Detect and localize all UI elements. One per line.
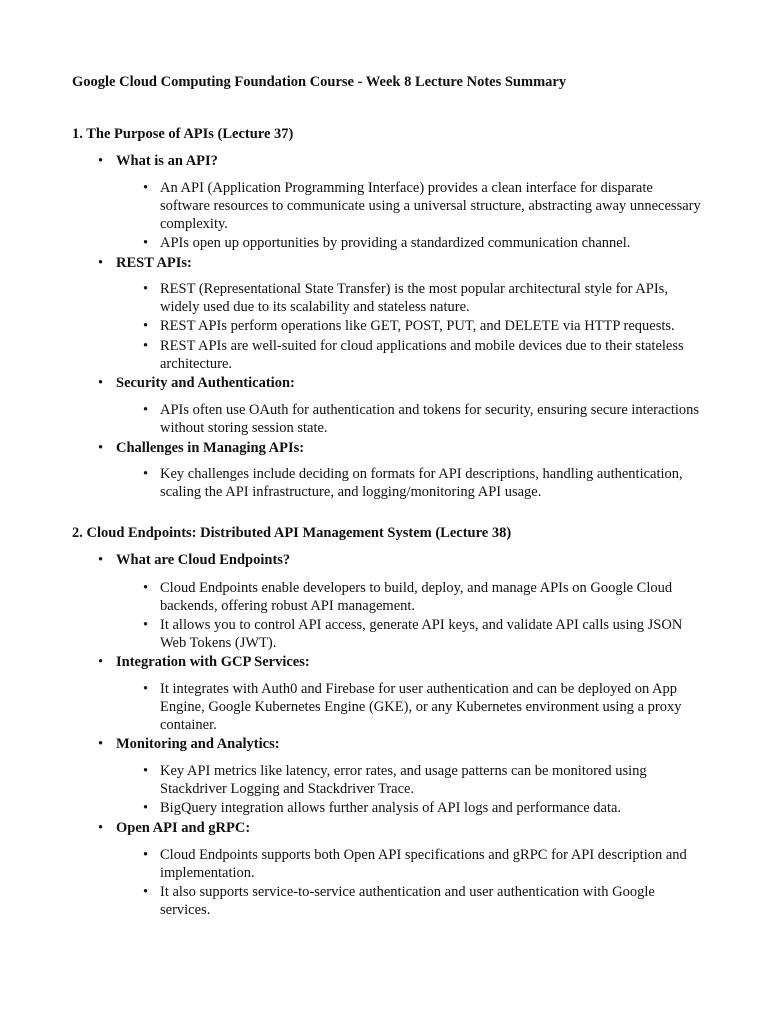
bullet-point [143, 846, 703, 882]
bullet-point [143, 799, 703, 817]
bullet-icon: • [143, 580, 149, 596]
bullet-icon: • [98, 153, 104, 169]
bullet-point-text: It allows you to control API access, generate API keys, and validate API calls using JSON Web Tokens (JWT). [160, 617, 683, 651]
topic-label: What are Cloud Endpoints? [116, 552, 291, 568]
bullet-icon: • [143, 681, 149, 697]
bullet-icon: • [143, 847, 149, 863]
bullet-icon: • [98, 255, 104, 271]
bullet-icon: • [143, 884, 149, 900]
topic-label: Open API and gRPC: [116, 820, 251, 836]
bullet-point [143, 579, 703, 615]
bullet-point-text: Cloud Endpoints enable developers to build, deploy, and manage APIs on Google Cloud backends, offering robust API management. [160, 580, 673, 614]
bullet-icon: • [143, 800, 149, 816]
bullet-icon: • [98, 375, 104, 391]
bullet-point [143, 616, 703, 652]
bullet-icon: • [98, 654, 104, 670]
bullet-point-text: Key API metrics like latency, error rates, and usage patterns can be monitored using Stackdriver Logging and Stackdriver Trace. [160, 763, 647, 797]
bullet-icon: • [143, 617, 149, 633]
topic-label: Monitoring and Analytics: [116, 736, 280, 752]
section-heading: 2. Cloud Endpoints: Distributed API Management System (Lecture 38) [72, 525, 512, 541]
bullet-point [143, 883, 703, 919]
bullet-icon: • [98, 820, 104, 836]
bullet-icon: • [143, 235, 149, 251]
bullet-icon: • [143, 318, 149, 334]
bullet-point-text: Key challenges include deciding on formats for API descriptions, handling authentication, scaling the API infrastructure, and logging/monitoring API usage. [160, 466, 683, 500]
bullet-point [143, 465, 703, 501]
document-title: Google Cloud Computing Foundation Course - Week 8 Lecture Notes Summary [72, 74, 567, 90]
bullet-point [143, 234, 703, 252]
bullet-icon: • [143, 180, 149, 196]
bullet-point [143, 317, 703, 335]
bullet-point [143, 337, 703, 373]
bullet-icon: • [143, 402, 149, 418]
bullet-point-text: It also supports service-to-service authentication and user authentication with Google services. [160, 884, 655, 918]
bullet-icon: • [143, 281, 149, 297]
topic-label: REST APIs: [116, 255, 192, 271]
bullet-icon: • [143, 466, 149, 482]
bullet-point [143, 680, 703, 734]
bullet-icon: • [143, 338, 149, 354]
bullet-icon: • [98, 552, 104, 568]
bullet-point-text: BigQuery integration allows further analysis of API logs and performance data. [160, 800, 622, 816]
bullet-point-text: APIs often use OAuth for authentication and tokens for security, ensuring secure interactions without storing session state. [160, 402, 700, 436]
bullet-point-text: An API (Application Programming Interface) provides a clean interface for disparate software resources to communicate using a universal structure, abstracting away unnecessary complexity. [160, 180, 701, 232]
bullet-point-text: REST APIs are well-suited for cloud applications and mobile devices due to their stateless architecture. [160, 338, 684, 372]
bullet-point-text: REST APIs perform operations like GET, POST, PUT, and DELETE via HTTP requests. [160, 318, 675, 334]
bullet-point-text: REST (Representational State Transfer) is the most popular architectural style for APIs, widely used due to its scalability and stateless nature. [160, 281, 668, 315]
bullet-point [143, 762, 703, 798]
topic-label: Challenges in Managing APIs: [116, 440, 305, 456]
bullet-point-text: It integrates with Auth0 and Firebase for user authentication and can be deployed on App Engine, Google Kubernetes Engine (GKE), or any Kubernetes environment using a proxy container. [160, 681, 682, 733]
bullet-point-text: Cloud Endpoints supports both Open API specifications and gRPC for API description and implementation. [160, 847, 687, 881]
bullet-icon: • [98, 736, 104, 752]
bullet-point [143, 179, 703, 233]
topic-label: What is an API? [116, 153, 218, 169]
bullet-point-text: APIs open up opportunities by providing a standardized communication channel. [160, 235, 631, 251]
bullet-point [143, 280, 703, 316]
bullet-icon: • [98, 440, 104, 456]
topic-label: Integration with GCP Services: [116, 654, 310, 670]
bullet-point [143, 401, 703, 437]
section-heading: 1. The Purpose of APIs (Lecture 37) [72, 126, 294, 142]
topic-label: Security and Authentication: [116, 375, 295, 391]
bullet-icon: • [143, 763, 149, 779]
